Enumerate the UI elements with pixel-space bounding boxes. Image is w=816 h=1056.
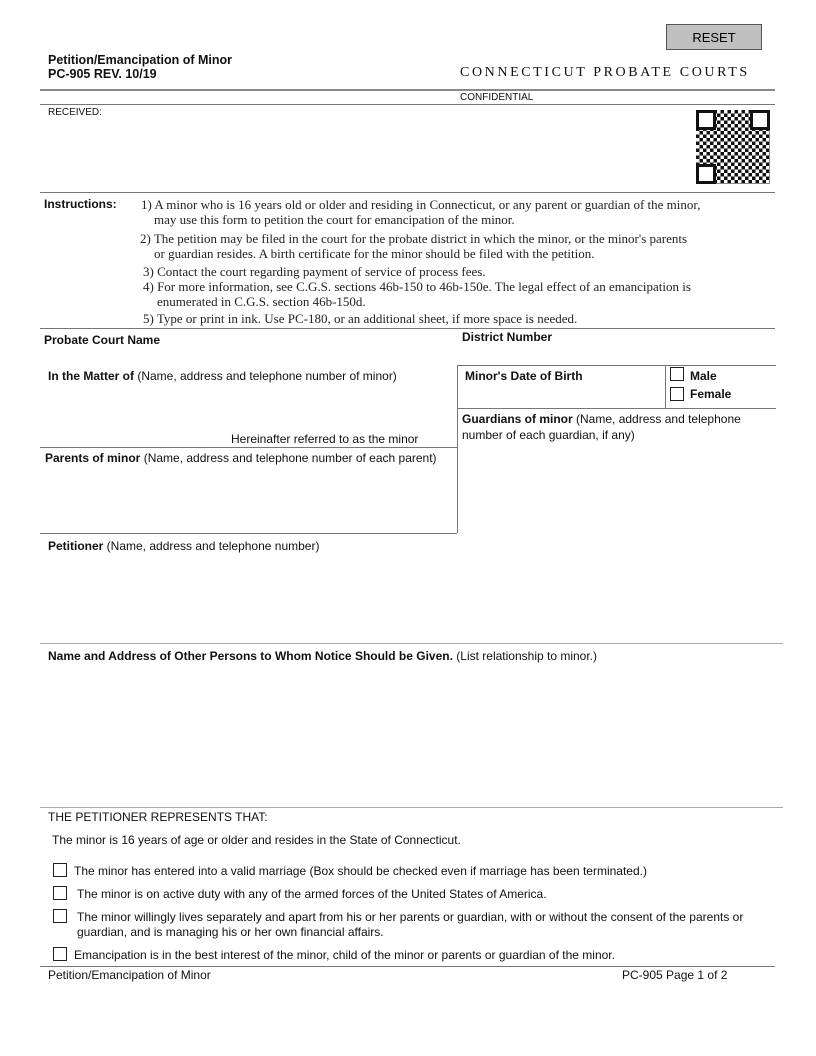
lives-separately-checkbox[interactable] <box>53 909 67 923</box>
district-number-label: District Number <box>462 330 553 344</box>
instruction-1: 1) A minor who is 16 years old or older and residing in Connecticut, or any parent or guardian of the minor, <box>141 197 701 212</box>
footer-page-number: PC-905 Page 1 of 2 <box>622 968 728 982</box>
instruction-2-cont: or guardian resides. A birth certificate for the minor should be filed with the petition. <box>154 246 595 261</box>
instructions-label: Instructions: <box>44 197 117 211</box>
other-persons-label: Name and Address of Other Persons to Whom Notice Should be Given. (List relationship to minor.) <box>48 649 598 663</box>
divider <box>40 966 775 967</box>
option-marriage: The minor has entered into a valid marriage (Box should be checked even if marriage has been terminated.) <box>74 864 647 878</box>
instruction-3: 3) Contact the court regarding payment of service of process fees. <box>143 264 486 279</box>
confidential-label: CONFIDENTIAL <box>460 92 534 103</box>
divider <box>40 807 783 808</box>
footer-form-title: Petition/Emancipation of Minor <box>48 968 211 982</box>
instruction-4: 4) For more information, see C.G.S. sections 46b-150 to 46b-150e. The legal effect of an emancipation is <box>143 279 691 294</box>
form-title: Petition/Emancipation of Minor <box>48 53 233 67</box>
divider <box>40 192 775 193</box>
probate-court-name-label: Probate Court Name <box>44 333 161 347</box>
reset-button[interactable]: RESET <box>666 24 762 50</box>
dob-label: Minor's Date of Birth <box>465 369 583 383</box>
received-label: RECEIVED: <box>48 107 102 118</box>
divider <box>40 89 775 91</box>
hereinafter-label: Hereinafter referred to as the minor <box>231 432 419 446</box>
instruction-1-cont: may use this form to petition the court for emancipation of the minor. <box>154 212 515 227</box>
parents-label: Parents of minor (Name, address and telephone number of each parent) <box>45 451 437 465</box>
active-duty-checkbox[interactable] <box>53 886 67 900</box>
represents-heading: THE PETITIONER REPRESENTS THAT: <box>48 810 268 824</box>
best-interest-checkbox[interactable] <box>53 947 67 961</box>
instruction-2: 2) The petition may be filed in the court for the probate district in which the minor, or the minor's parents <box>140 231 688 246</box>
instruction-4-cont: enumerated in C.G.S. section 46b-150d. <box>157 294 366 309</box>
divider <box>665 365 666 408</box>
divider <box>40 533 457 534</box>
guardians-label: Guardians of minor (Name, address and telephone number of each guardian, if any) <box>462 412 741 442</box>
divider <box>457 365 776 366</box>
option-active-duty: The minor is on active duty with any of the armed forces of the United States of America. <box>77 887 547 901</box>
represents-statement: The minor is 16 years of age or older and resides in the State of Connecticut. <box>52 833 461 847</box>
female-checkbox[interactable] <box>670 387 684 401</box>
divider <box>40 104 775 105</box>
marriage-checkbox[interactable] <box>53 863 67 877</box>
instruction-5: 5) Type or print in ink. Use PC-180, or an additional sheet, if more space is needed. <box>143 311 578 326</box>
option-lives-separately: The minor willingly lives separately and apart from his or her parents or guardian, with or without the consent of the parents or guardian, and is managing his or her own financial affairs. <box>77 910 744 939</box>
male-checkbox[interactable] <box>670 367 684 381</box>
divider <box>457 408 776 409</box>
court-name: CONNECTICUT PROBATE COURTS <box>460 65 750 80</box>
divider <box>40 643 783 644</box>
divider <box>40 447 457 448</box>
option-best-interest: Emancipation is in the best interest of the minor, child of the minor or parents or guardian of the minor. <box>74 948 615 962</box>
male-label: Male <box>690 369 717 383</box>
female-label: Female <box>690 387 732 401</box>
divider <box>457 365 458 533</box>
form-number: PC-905 REV. 10/19 <box>48 67 157 81</box>
qr-code <box>696 110 770 184</box>
matter-of-label: In the Matter of (Name, address and telephone number of minor) <box>48 369 397 383</box>
petitioner-label: Petitioner (Name, address and telephone number) <box>48 539 320 553</box>
divider <box>40 328 775 329</box>
